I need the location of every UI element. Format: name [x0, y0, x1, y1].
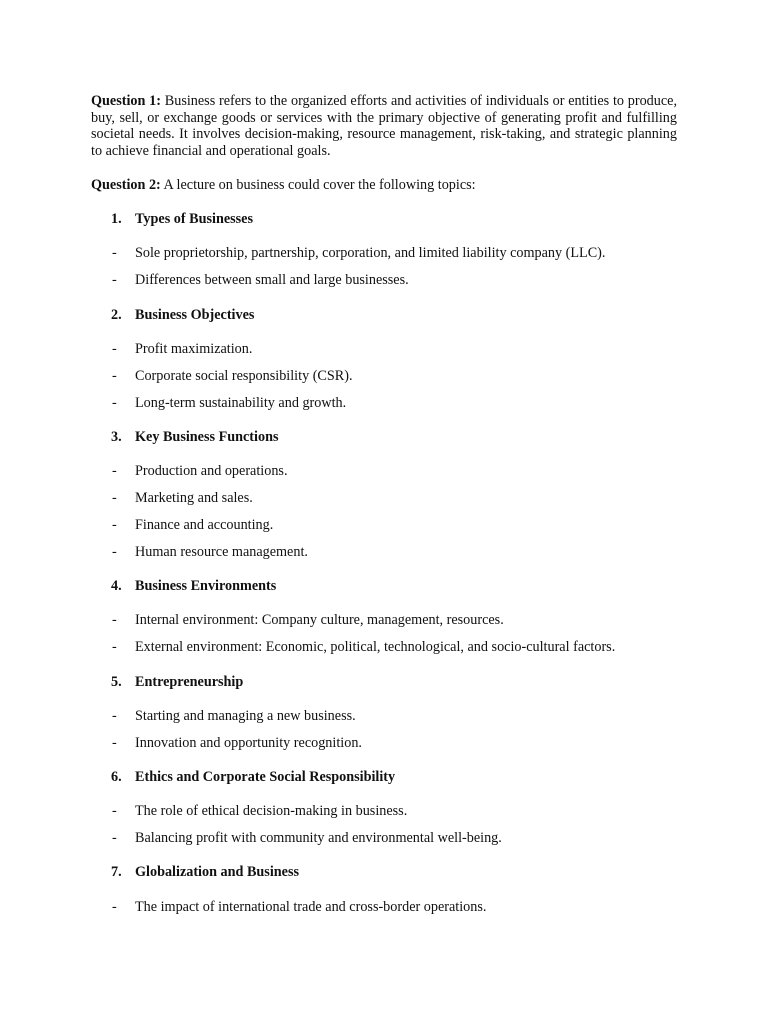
list-item	[112, 272, 409, 289]
list-item	[112, 899, 486, 916]
list-item	[112, 544, 308, 561]
topic-number: 7.	[111, 864, 122, 880]
list-item	[112, 341, 252, 358]
bullet-text: Internal environment: Company culture, management, resources.	[135, 612, 504, 628]
bullet-text: Finance and accounting.	[135, 517, 274, 533]
bullet-text: Innovation and opportunity recognition.	[135, 735, 362, 751]
bullet-dash: -	[112, 544, 117, 560]
bullet-dash: -	[112, 272, 117, 288]
topic-heading-4	[111, 578, 276, 595]
topic-title: Business Objectives	[135, 307, 255, 323]
topic-title: Entrepreneurship	[135, 674, 244, 690]
list-item	[112, 517, 273, 534]
list-item	[112, 639, 615, 656]
list-item	[112, 463, 288, 480]
question-2-text: A lecture on business could cover the following topics:	[160, 177, 476, 193]
bullet-dash: -	[112, 899, 117, 915]
topic-number: 5.	[111, 674, 122, 690]
bullet-text: Sole proprietorship, partnership, corporation, and limited liability company (LLC).	[135, 245, 606, 261]
bullet-dash: -	[112, 735, 117, 751]
bullet-dash: -	[112, 517, 117, 533]
bullet-dash: -	[112, 490, 117, 506]
list-item	[112, 803, 407, 820]
bullet-text: Balancing profit with community and environmental well-being.	[135, 830, 502, 846]
bullet-text: The impact of international trade and cross-border operations.	[135, 899, 487, 915]
bullet-text: Human resource management.	[135, 544, 308, 560]
bullet-text: Production and operations.	[135, 463, 288, 479]
topic-title: Globalization and Business	[135, 864, 299, 880]
bullet-dash: -	[112, 612, 117, 628]
bullet-text: The role of ethical decision-making in business.	[135, 803, 408, 819]
list-item	[112, 395, 346, 412]
bullet-dash: -	[112, 341, 117, 357]
topic-heading-6	[111, 769, 395, 786]
bullet-text: Marketing and sales.	[135, 490, 253, 506]
topic-title: Key Business Functions	[135, 429, 279, 445]
bullet-dash: -	[112, 395, 117, 411]
bullet-dash: -	[112, 708, 117, 724]
topic-title: Types of Businesses	[135, 211, 253, 227]
bullet-text: Starting and managing a new business.	[135, 708, 356, 724]
list-item	[112, 830, 502, 847]
bullet-text: Profit maximization.	[135, 341, 253, 357]
topic-heading-3	[111, 429, 278, 446]
topic-number: 2.	[111, 307, 122, 323]
question-1-text: Business refers to the organized efforts and activities of individuals or entities to produce, buy, sell, or exchange goods or services with the primary objective of generating profit and fulfilling societal needs. It involves decision-making, resource management, risk-taking, and strategic planning to achieve financial and operational goals.	[91, 93, 678, 159]
list-item	[112, 368, 353, 385]
bullet-dash: -	[112, 639, 117, 655]
topic-number: 4.	[111, 578, 122, 594]
bullet-dash: -	[112, 830, 117, 846]
bullet-text: Differences between small and large businesses.	[135, 272, 409, 288]
bullet-dash: -	[112, 245, 117, 261]
bullet-text: Long-term sustainability and growth.	[135, 395, 347, 411]
topic-heading-7	[111, 864, 299, 881]
list-item	[112, 490, 253, 507]
list-item	[112, 245, 605, 262]
topic-heading-1	[111, 211, 253, 228]
list-item	[112, 708, 356, 725]
topic-number: 6.	[111, 769, 122, 785]
bullet-dash: -	[112, 368, 117, 384]
topic-heading-5	[111, 674, 243, 691]
topic-number: 1.	[111, 211, 122, 227]
bullet-text: External environment: Economic, political, technological, and socio-cultural factors.	[135, 639, 616, 655]
question-1-label: Question 1:	[91, 93, 161, 109]
list-item	[112, 735, 362, 752]
list-item	[112, 612, 504, 629]
bullet-dash: -	[112, 463, 117, 479]
topic-heading-2	[111, 307, 254, 324]
bullet-dash: -	[112, 803, 117, 819]
bullet-text: Corporate social responsibility (CSR).	[135, 368, 353, 384]
topic-title: Ethics and Corporate Social Responsibility	[135, 769, 396, 785]
topic-title: Business Environments	[135, 578, 277, 594]
topic-number: 3.	[111, 429, 122, 445]
question-2-label: Question 2:	[91, 177, 161, 193]
